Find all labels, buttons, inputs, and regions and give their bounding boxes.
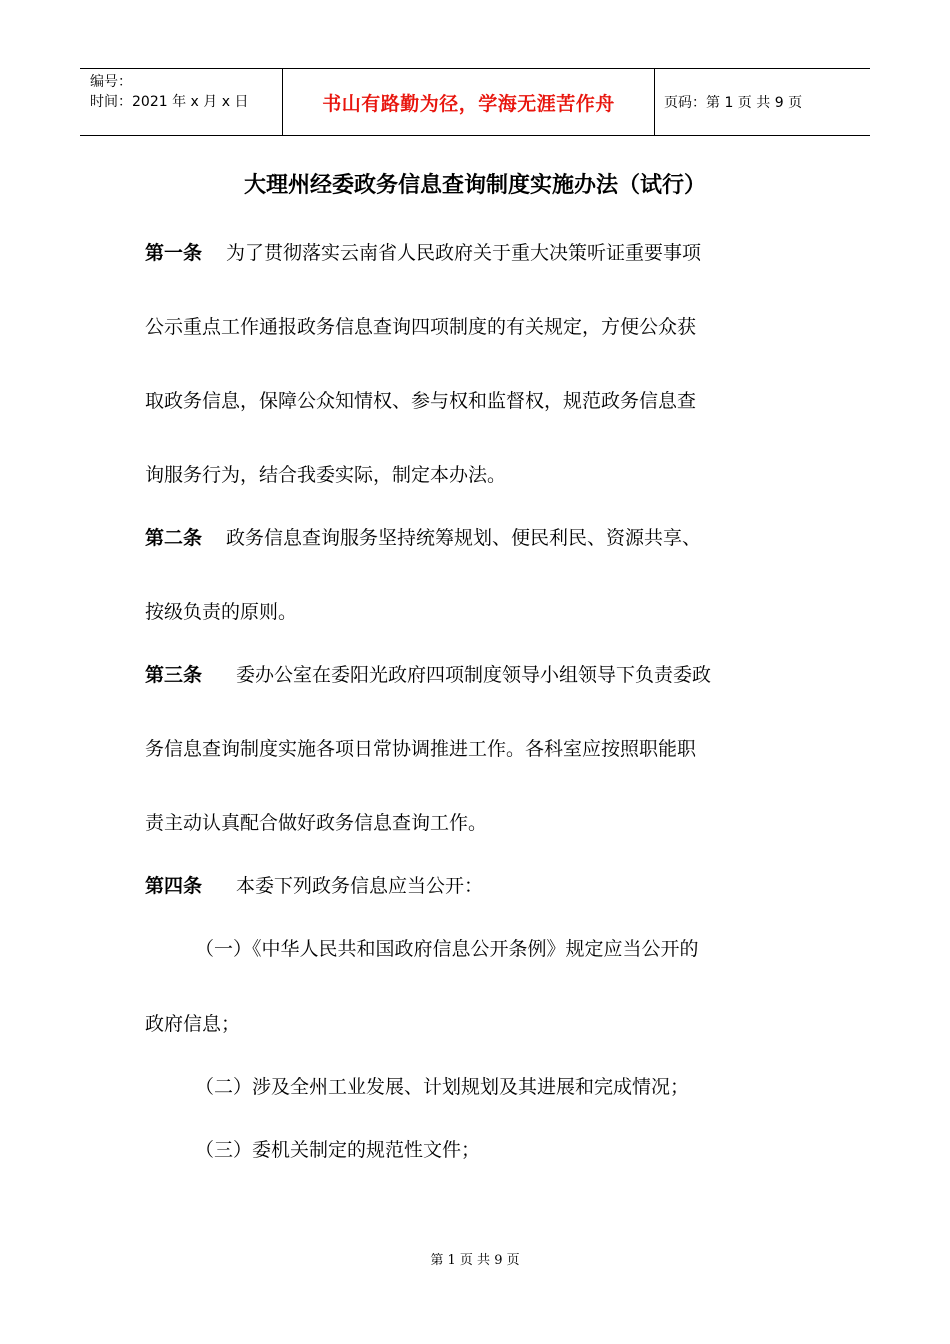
article-3-text-2: 务信息查询制度实施各项日常协调推进工作。各科室应按照职能职 bbox=[145, 738, 697, 760]
header-motto-cell bbox=[282, 69, 655, 135]
article-1-text-1: 为了贯彻落实云南省人民政府关于重大决策听证重要事项 bbox=[226, 242, 702, 264]
article-1-line-1 bbox=[145, 238, 701, 265]
article-4-item-2: （二）涉及全州工业发展、计划规划及其进展和完成情况； bbox=[195, 1076, 690, 1098]
header-motto: 书山有路勤为径，学海无涯苦作舟 bbox=[322, 92, 615, 115]
document-header-table bbox=[80, 68, 870, 136]
article-3-label: 第三条 bbox=[145, 664, 203, 686]
document-number-label: 编号： bbox=[90, 74, 132, 90]
document-title: 大理州经委政务信息查询制度实施办法（试行） bbox=[243, 173, 706, 198]
article-2-text-2: 按级负责的原则。 bbox=[145, 601, 298, 623]
page-footer: 第 1 页 共 9 页 bbox=[430, 1253, 520, 1268]
article-4-text-1: 本委下列政务信息应当公开： bbox=[236, 875, 484, 897]
article-1-text-2: 公示重点工作通报政务信息查询四项制度的有关规定，方便公众获 bbox=[145, 316, 697, 338]
header-meta-cell bbox=[80, 69, 282, 135]
article-2-text-1: 政务信息查询服务坚持统筹规划、便民利民、资源共享、 bbox=[226, 527, 702, 549]
article-4-label: 第四条 bbox=[145, 875, 203, 897]
article-4-item-1: （一）《中华人民共和国政府信息公开条例》规定应当公开的 bbox=[195, 938, 699, 960]
article-3-text-1: 委办公室在委阳光政府四项制度领导小组领导下负责委政 bbox=[236, 664, 712, 686]
article-3-text-3: 责主动认真配合做好政务信息查询工作。 bbox=[145, 812, 488, 834]
article-4-item-1-cont: 政府信息； bbox=[145, 1013, 241, 1035]
article-1-label: 第一条 bbox=[145, 242, 203, 264]
header-page-cell bbox=[655, 69, 870, 135]
article-1-text-3: 取政务信息，保障公众知情权、参与权和监督权，规范政务信息查 bbox=[145, 390, 697, 412]
article-2-label: 第二条 bbox=[145, 527, 203, 549]
article-1-text-4: 询服务行为，结合我委实际，制定本办法。 bbox=[145, 464, 507, 486]
article-2-line-1 bbox=[145, 523, 701, 550]
article-4-line-1 bbox=[145, 871, 483, 898]
article-4-item-3: （三）委机关制定的规范性文件； bbox=[195, 1139, 481, 1161]
header-page-info: 页码：第 1 页 共 9 页 bbox=[664, 95, 803, 111]
document-date-label: 时间：2021 年 x 月 x 日 bbox=[90, 94, 249, 110]
article-3-line-1 bbox=[145, 660, 711, 687]
